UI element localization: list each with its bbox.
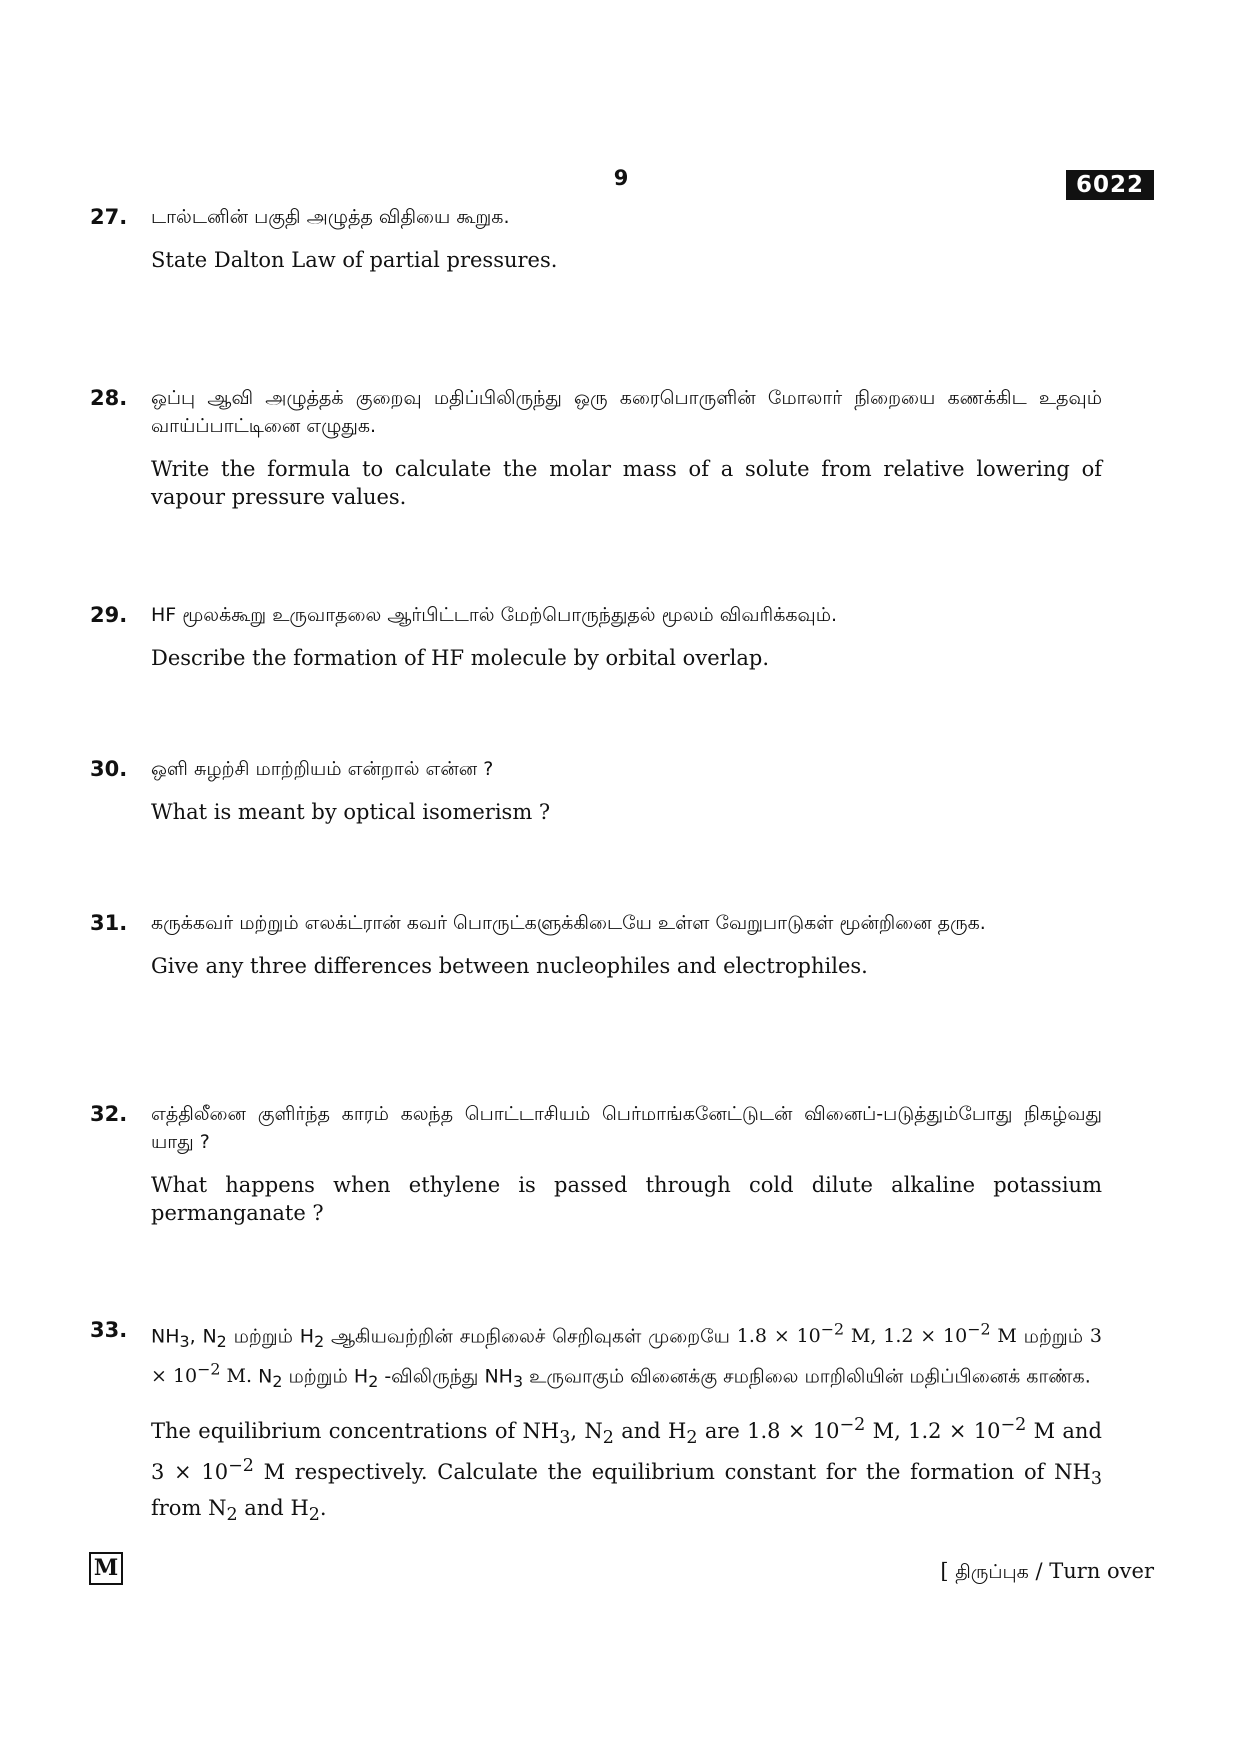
question-english-text: The equilibrium concentrations of $NH_3$, $N_2$ and $H_2$ are $1.8 \times 10^{-2}$ M, $1.2 \times 10^{-2}$ M and $3 \times 10^{-2}$ M respectively. Calculate the equilibrium constant for the formation of $NH_3$ from $N_2$ and $H_2$. bbox=[151, 1415, 1102, 1525]
question-english-text: State Dalton Law of partial pressures. bbox=[151, 248, 558, 272]
question-number: 28. bbox=[90, 386, 128, 410]
question-32 bbox=[90, 1100, 1102, 1227]
question-number: 31. bbox=[90, 911, 128, 935]
question-28 bbox=[90, 384, 1102, 511]
paper-code-badge: 6022 bbox=[1066, 170, 1154, 200]
question-number: 29. bbox=[90, 603, 128, 627]
turn-over-tamil: திருப்புக bbox=[955, 1561, 1029, 1583]
question-number: 27. bbox=[90, 205, 128, 229]
question-number: 30. bbox=[90, 757, 128, 781]
question-tamil-text: ஒளி சுழற்சி மாற்றியம் என்றால் என்ன ? bbox=[151, 758, 494, 780]
question-30 bbox=[90, 755, 1102, 826]
page-number: 9 bbox=[613, 166, 629, 190]
question-31 bbox=[90, 909, 1102, 980]
question-english-text: Give any three differences between nucleophiles and electrophiles. bbox=[151, 954, 868, 978]
question-english-text: What is meant by optical isomerism ? bbox=[151, 800, 551, 824]
turn-over-english: Turn over bbox=[1049, 1559, 1154, 1583]
question-number: 33. bbox=[90, 1318, 128, 1342]
question-tamil-text: கருக்கவர் மற்றும் எலக்ட்ரான் கவர் பொருட்களுக்கிடையே உள்ள வேறுபாடுகள் மூன்றினை தருக. bbox=[151, 912, 986, 934]
question-33 bbox=[90, 1316, 1102, 1529]
question-29 bbox=[90, 601, 1102, 672]
question-tamil-text: HF மூலக்கூறு உருவாதலை ஆர்பிட்டால் மேற்பொருந்துதல் மூலம் விவரிக்கவும். bbox=[151, 604, 838, 626]
question-english-text: Describe the formation of HF molecule by orbital overlap. bbox=[151, 646, 770, 670]
booklet-mark: M bbox=[89, 1552, 123, 1585]
question-tamil-text: எத்திலீனை குளிர்ந்த காரம் கலந்த பொட்டாசியம் பெர்மாங்கனேட்டுடன் வினைப்-படுத்தும்போது நிகழ்வது யாது ? bbox=[151, 1103, 1102, 1153]
question-english-text: What happens when ethylene is passed through cold dilute alkaline potassium permanganate ? bbox=[151, 1173, 1102, 1225]
question-number: 32. bbox=[90, 1102, 128, 1126]
question-tamil-text: ஒப்பு ஆவி அழுத்தக் குறைவு மதிப்பிலிருந்து ஒரு கரைபொருளின் மோலார் நிறையை கணக்கிட உதவும் வாய்ப்பாட்டினை எழுதுக. bbox=[151, 387, 1102, 437]
question-27 bbox=[90, 203, 1102, 274]
question-tamil-text: $NH_3$, $N_2$ மற்றும் $H_2$ ஆகியவற்றின் சமநிலைச் செறிவுகள் முறையே $1.8 \times 10^{-2}$ M, $1.2 \times 10^{-2}$ M மற்றும் $3 \times 10^{-2}$ M. $N_2$ மற்றும் $H_2$ -விலிருந்து $NH_3$ உருவாகும் வினைக்கு சமநிலை மாறிலியின் மதிப்பினைக் காண்க. bbox=[151, 1320, 1102, 1392]
turn-over-note: [ திருப்புக / Turn over bbox=[940, 1559, 1154, 1583]
question-tamil-text: டால்டனின் பகுதி அழுத்த விதியை கூறுக. bbox=[151, 206, 510, 228]
question-english-text: Write the formula to calculate the molar mass of a solute from relative lowering of vapour pressure values. bbox=[151, 457, 1102, 509]
